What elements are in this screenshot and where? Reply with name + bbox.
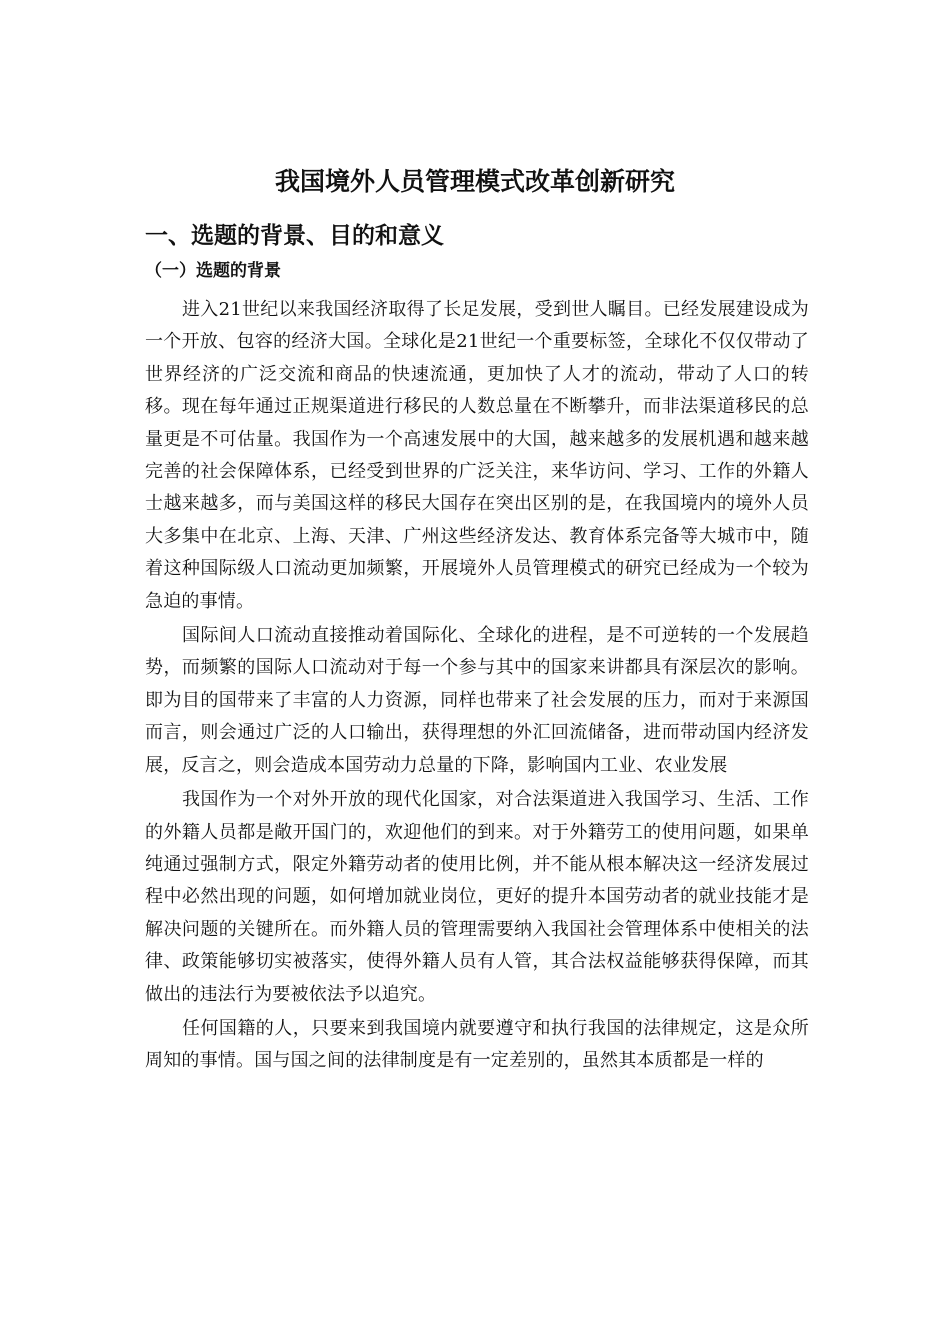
- subsection-heading: （一）选题的背景: [145, 261, 281, 281]
- paragraph: 进入21世纪以来我国经济取得了长足发展，受到世人瞩目。已经发展建设成为一个开放、包容的经济大国。全球化是21世纪一个重要标签，全球化不仅仅带动了世界经济的广泛交流和商品的快速流通，更加快了人才的流动，带动了人口的转移。现在每年通过正规渠道进行移民的人数总量在不断攀升，而非法渠道移民的总量更是不可估量。我国作为一个高速发展中的大国，越来越多的发展机遇和越来越完善的社会保障体系，已经受到世界的广泛关注，来华访问、学习、工作的外籍人士越来越多，而与美国这样的移民大国存在突出区别的是，在我国境内的境外人员大多集中在北京、上海、天津、广州这些经济发达、教育体系完备等大城市中，随着这种国际级人口流动更加频繁，开展境外人员管理模式的研究已经成为一个较为急迫的事情。: [145, 299, 809, 612]
- document-title: 我国境外人员管理模式改革创新研究: [274, 167, 675, 196]
- document-body: [145, 294, 809, 1080]
- paragraph: 国际间人口流动直接推动着国际化、全球化的进程，是不可逆转的一个发展趋势，而频繁的国际人口流动对于每一个参与其中的国家来讲都具有深层次的影响。即为目的国带来了丰富的人力资源，同样也带来了社会发展的压力，而对于来源国而言，则会通过广泛的人口输出，获得理想的外汇回流储备，进而带动国内经济发展，反言之，则会造成本国劳动力总量的下降，影响国内工业、农业发展: [145, 625, 809, 776]
- paragraph: 任何国籍的人，只要来到我国境内就要遵守和执行我国的法律规定，这是众所周知的事情。国与国之间的法律制度是有一定差别的，虽然其本质都是一样的: [145, 1017, 809, 1072]
- section-heading: 一、选题的背景、目的和意义: [145, 223, 444, 249]
- paragraph: 我国作为一个对外开放的现代化国家，对合法渠道进入我国学习、生活、工作的外籍人员都是敞开国门的，欢迎他们的到来。对于外籍劳工的使用问题，如果单纯通过强制方式，限定外籍劳动者的使用比例，并不能从根本解决这一经济发展过程中必然出现的问题，如何增加就业岗位，更好的提升本国劳动者的就业技能才是解决问题的关键所在。而外籍人员的管理需要纳入我国社会管理体系中使相关的法律、政策能够切实被落实，使得外籍人员有人管，其合法权益能够获得保障，而其做出的违法行为要被依法予以追究。: [145, 789, 809, 1005]
